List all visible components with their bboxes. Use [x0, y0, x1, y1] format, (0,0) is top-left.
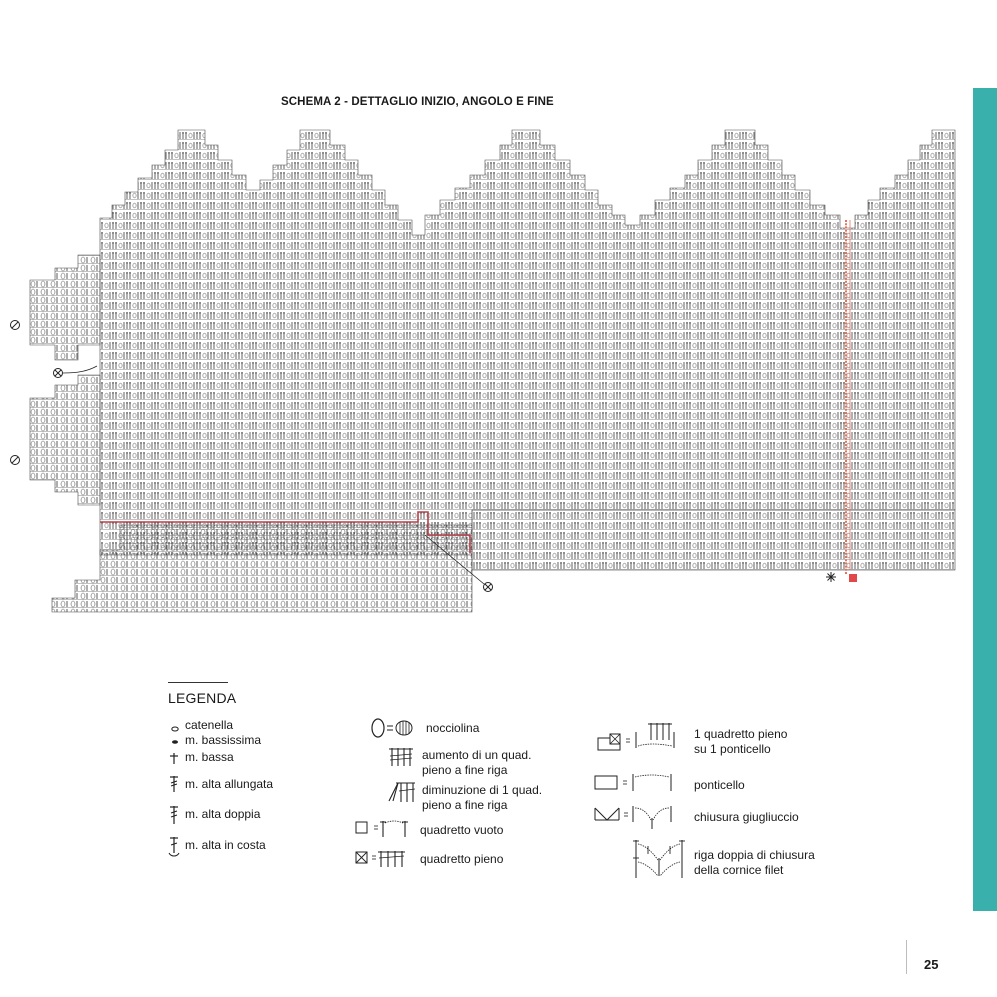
diminuzione-icon — [386, 779, 416, 805]
legend-alta-doppia: m. alta doppia — [185, 807, 261, 821]
page-title: SCHEMA 2 - DETTAGLIO INIZIO, ANGOLO E FINE — [281, 96, 554, 108]
marker-slashed-circle-2 — [11, 456, 20, 465]
marker-red-square — [849, 574, 857, 582]
legend-quadretto-vuoto: quadretto vuoto — [420, 823, 504, 837]
legend-bassa: m. bassa — [185, 750, 234, 764]
chiusura-giugliuccio-icon — [593, 802, 685, 832]
bassa-icon — [168, 750, 182, 766]
legend-ponticello: ponticello — [694, 778, 745, 792]
nocciolina-icon — [368, 716, 422, 740]
legend-quadretto-pieno-su-ponticello: 1 quadretto pieno su 1 ponticello — [694, 727, 788, 756]
alta-doppia-icon — [168, 805, 182, 825]
footer-divider — [906, 940, 907, 974]
legend-riga-doppia: riga doppia di chiusura della cornice filet — [694, 848, 815, 877]
legend-quadretto-pieno: quadretto pieno — [420, 852, 504, 866]
ponticello-icon — [593, 772, 685, 794]
alta-in-costa-icon — [166, 836, 182, 858]
quadretto-pieno-icon — [354, 848, 414, 870]
bassissima-icon — [170, 736, 182, 748]
marker-slashed-circle-1 — [11, 321, 20, 330]
legend-alta-in-costa: m. alta in costa — [185, 838, 266, 852]
riga-doppia-icon — [630, 836, 690, 882]
legend-alta-allungata: m. alta allungata — [185, 777, 274, 791]
legend-bassissima: m. bassissima — [185, 733, 262, 747]
legend-rule — [168, 682, 228, 683]
quadretto-vuoto-icon — [354, 818, 414, 840]
legend-diminuzione: diminuzione di 1 quad. pieno a fine riga — [422, 783, 543, 812]
marker-asterisk — [826, 572, 836, 582]
legend-nocciolina: nocciolina — [426, 721, 480, 735]
aumento-icon — [388, 745, 416, 769]
page-number: 25 — [924, 957, 939, 972]
legend-catenella: catenella — [185, 718, 234, 732]
chart-body — [30, 130, 955, 612]
legend-chiusura-giugliuccio: chiusura giugliuccio — [694, 810, 799, 824]
alta-allungata-icon — [168, 775, 182, 793]
legend-aumento: aumento di un quad. pieno a fine riga — [422, 748, 532, 777]
legend-title: LEGENDA — [168, 690, 237, 706]
quadretto-pieno-su-ponticello-icon — [596, 720, 688, 756]
catenella-icon — [170, 722, 182, 734]
